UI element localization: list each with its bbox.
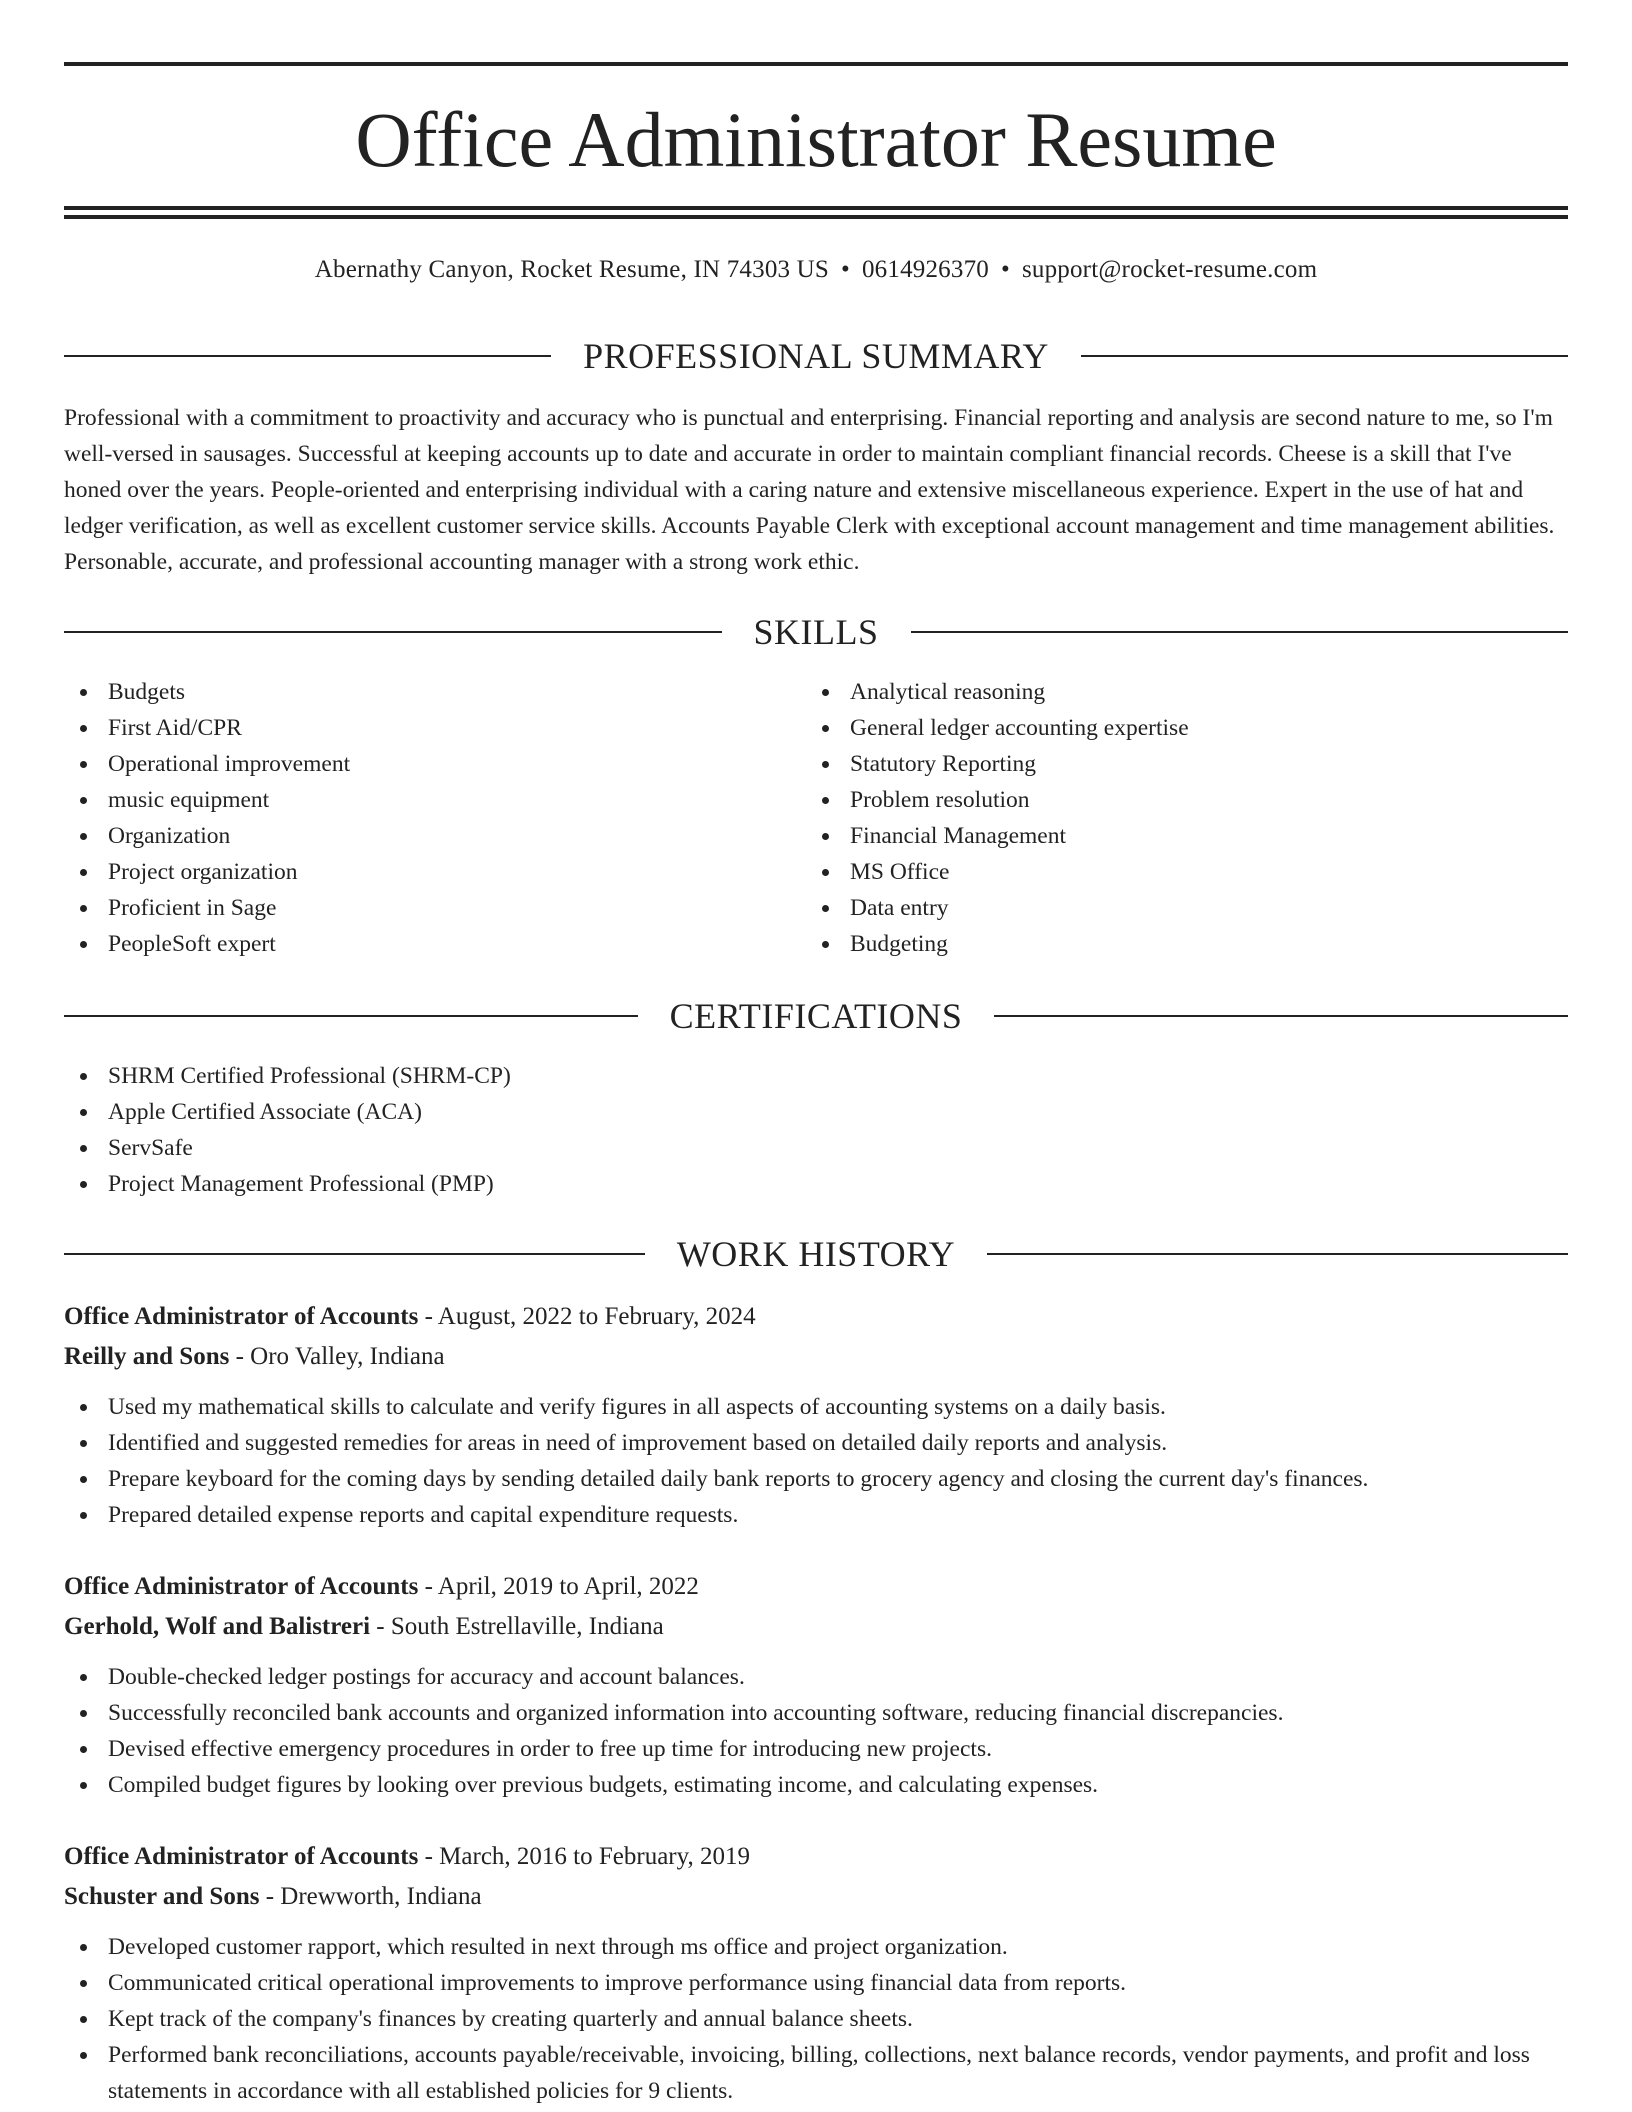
job-company: Gerhold, Wolf and Balistreri — [64, 1613, 371, 1640]
job-bullet: Prepared detailed expense reports and capital expenditure requests. — [64, 1497, 1568, 1533]
job-bullet: Communicated critical operational improvements to improve performance using financial data from reports. — [64, 1965, 1568, 2001]
job-bullet: Double-checked ledger postings for accuracy and account balances. — [64, 1659, 1568, 1695]
certification-item: SHRM Certified Professional (SHRM-CP) — [64, 1058, 511, 1094]
section-title-certifications: CERTIFICATIONS — [669, 996, 963, 1036]
section-rule-left — [64, 1015, 638, 1017]
job-dates: - April, 2019 to April, 2022 — [418, 1573, 699, 1600]
title-divider-upper — [64, 206, 1568, 210]
job-bullet: Prepare keyboard for the coming days by sending detailed daily bank reports to grocery agency and closing the current day's finances. — [64, 1461, 1568, 1497]
skill-item: Proficient in Sage — [64, 890, 350, 926]
skill-item: MS Office — [806, 854, 1189, 890]
job-company-line — [64, 1607, 1568, 1647]
job-title-line — [64, 1297, 1568, 1337]
skill-item: Operational improvement — [64, 746, 350, 782]
contact-email[interactable]: support@rocket-resume.com — [1021, 256, 1318, 283]
job-company: Reilly and Sons — [64, 1343, 230, 1370]
section-rule-right — [1081, 355, 1568, 357]
job-location: - South Estrellaville, Indiana — [370, 1613, 664, 1640]
contact-address: Abernathy Canyon, Rocket Resume, IN 74303 US — [314, 256, 830, 283]
skill-item: Problem resolution — [806, 782, 1189, 818]
section-rule-right — [994, 1015, 1568, 1017]
skill-item: Budgets — [64, 674, 350, 710]
section-title-skills: SKILLS — [753, 612, 879, 652]
job-bullet: Kept track of the company's finances by creating quarterly and annual balance sheets. — [64, 2001, 1568, 2037]
section-header-work-history — [64, 1232, 1568, 1276]
section-header-certifications — [64, 994, 1568, 1038]
contact-separator: • — [841, 256, 850, 283]
summary-paragraph: Professional with a commitment to proactivity and accuracy who is punctual and enterprising. Financial reporting and analysis are second nature to me, so I'm well-versed in sausages. Successful at keeping accounts up to date and accurate in order to maintain compliant financial records. Cheese is a skill that I've honed over the years. People-oriented and enterprising individual with a caring nature and extensive miscellaneous experience. Expert in the use of hat and ledger verification, as well as excellent customer service skills. Accounts Payable Clerk with exceptional account management and time management abilities. Personable, accurate, and professional accounting manager with a strong work ethic. — [64, 405, 1555, 575]
job-title: Office Administrator of Accounts — [64, 1303, 419, 1330]
job-entry — [64, 1297, 1568, 1533]
skill-item: Organization — [64, 818, 350, 854]
top-divider — [64, 62, 1568, 66]
skill-item: General ledger accounting expertise — [806, 710, 1189, 746]
certifications-list — [64, 1058, 511, 1202]
job-bullet: Identified and suggested remedies for areas in need of improvement based on detailed daily reports and analysis. — [64, 1425, 1568, 1461]
job-bullet: Devised effective emergency procedures in order to free up time for introducing new projects. — [64, 1731, 1568, 1767]
skill-item: Data entry — [806, 890, 1189, 926]
job-location: - Drewworth, Indiana — [259, 1883, 482, 1910]
certification-item: Project Management Professional (PMP) — [64, 1166, 511, 1202]
job-dates: - March, 2016 to February, 2019 — [418, 1843, 750, 1870]
skill-item: Statutory Reporting — [806, 746, 1189, 782]
skills-list-right — [806, 674, 1189, 962]
certification-item: ServSafe — [64, 1130, 511, 1166]
job-bullet: Compiled budget figures by looking over previous budgets, estimating income, and calculating expenses. — [64, 1767, 1568, 1803]
skill-item: First Aid/CPR — [64, 710, 350, 746]
job-bullet: Performed bank reconciliations, accounts payable/receivable, invoicing, billing, collections, next balance records, vendor payments, and profit and loss statements in accordance with all established policies for 9 clients. — [64, 2037, 1568, 2109]
job-bullets — [64, 1389, 1568, 1533]
job-company-line — [64, 1337, 1568, 1377]
section-rule-right — [911, 631, 1569, 633]
job-dates: - August, 2022 to February, 2024 — [418, 1303, 756, 1330]
contact-line — [64, 254, 1568, 286]
skill-item: PeopleSoft expert — [64, 926, 350, 962]
skill-item: Analytical reasoning — [806, 674, 1189, 710]
certification-item: Apple Certified Associate (ACA) — [64, 1094, 511, 1130]
title-divider-lower — [64, 215, 1568, 219]
section-rule-left — [64, 631, 722, 633]
job-title-line — [64, 1567, 1568, 1607]
contact-phone: 0614926370 — [861, 256, 989, 283]
skill-item: Project organization — [64, 854, 350, 890]
section-header-summary — [64, 334, 1568, 378]
job-title: Office Administrator of Accounts — [64, 1573, 419, 1600]
job-bullet: Developed customer rapport, which resulted in next through ms office and project organization. — [64, 1929, 1568, 1965]
job-entry — [64, 1837, 1568, 2109]
contact-separator: • — [1000, 256, 1010, 283]
job-entry — [64, 1567, 1568, 1803]
section-title-summary: PROFESSIONAL SUMMARY — [583, 336, 1049, 376]
skill-item: Budgeting — [806, 926, 1189, 962]
section-rule-right — [987, 1253, 1568, 1255]
job-bullet: Successfully reconciled bank accounts and organized information into accounting software, reducing financial discrepancies. — [64, 1695, 1568, 1731]
section-rule-left — [64, 1253, 645, 1255]
job-title: Office Administrator of Accounts — [64, 1843, 419, 1870]
section-header-skills — [64, 610, 1568, 654]
section-title-work-history: WORK HISTORY — [676, 1234, 956, 1274]
skills-list-left — [64, 674, 350, 962]
skill-item: music equipment — [64, 782, 350, 818]
job-bullets — [64, 1659, 1568, 1803]
job-bullet: Used my mathematical skills to calculate and verify figures in all aspects of accounting systems on a daily basis. — [64, 1389, 1568, 1425]
resume-title: Office Administrator Resume — [355, 96, 1277, 183]
job-location: - Oro Valley, Indiana — [229, 1343, 445, 1370]
skill-item: Financial Management — [806, 818, 1189, 854]
job-title-line — [64, 1837, 1568, 1877]
job-bullets — [64, 1929, 1568, 2109]
job-company-line — [64, 1877, 1568, 1917]
job-company: Schuster and Sons — [64, 1883, 260, 1910]
section-rule-left — [64, 355, 551, 357]
